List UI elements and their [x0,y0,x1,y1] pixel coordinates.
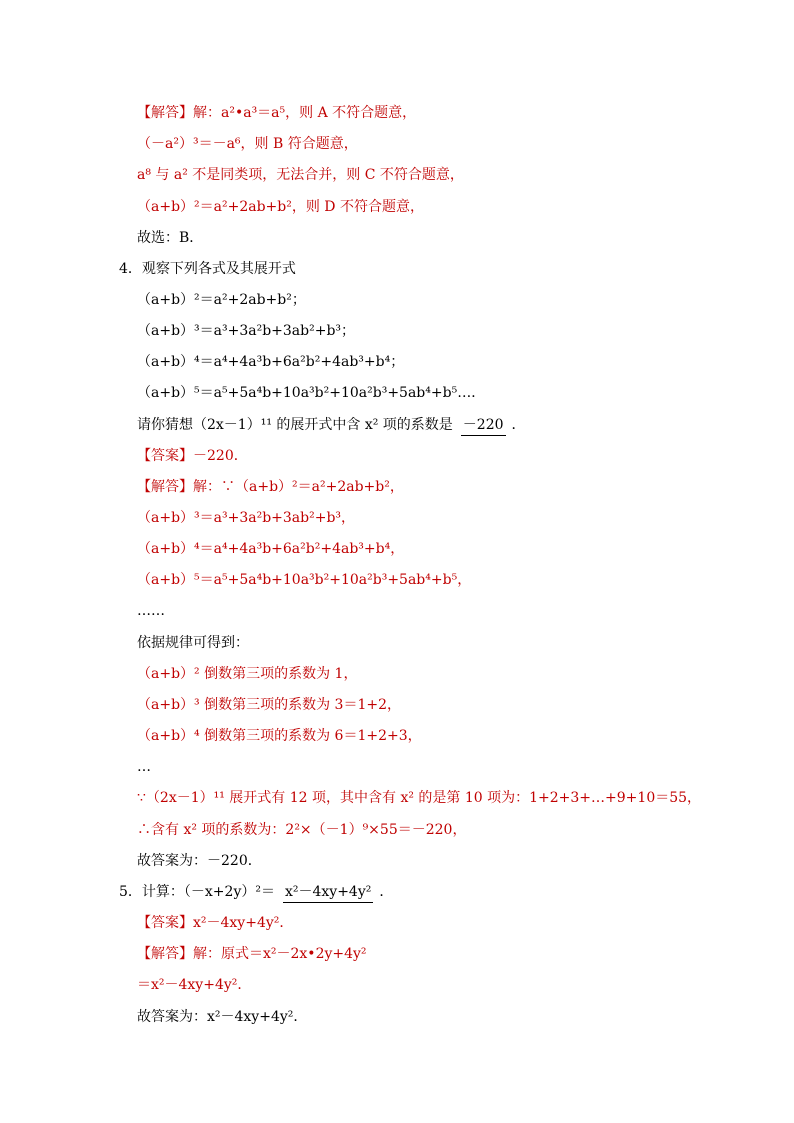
text-content: （a+b）⁴＝a⁴+4a³b+6a²b²+4ab³+b⁴； [137,354,405,370]
text-line-q4-eq-5 [137,383,485,403]
text-line-q4-jieda-10 [137,757,151,777]
text-line-q4-jieda-6 [137,633,249,653]
text-content: （a+b）⁵＝a⁵+5a⁴b+10a³b²+10a²b³+5ab⁴+b⁵…． [137,385,486,401]
text-line-q4-jieda-2 [137,508,355,528]
text-content: （a+b）²＝a²+2ab+b²，则 D 不符合题意， [137,199,424,215]
text-content: 故答案为：－220． [137,853,262,869]
text-line-q4-jieda-9 [137,726,422,746]
text-line-q4-jieda-11 [137,788,701,808]
text-line-q4-jieda-13 [137,851,262,871]
text-content: ＝x²－4xy+4y²． [137,977,252,993]
text-line-q4-daan [137,446,248,466]
text-line-q4-eq-2 [137,290,306,310]
text-line-q5-title [119,882,393,902]
text-content: 5．计算：（－x+2y）²＝ [119,884,275,900]
trailing-punctuation: ． [511,417,526,433]
text-content: … [137,759,151,775]
text-line-q3-jieda-5 [137,228,203,248]
text-content: （a+b）⁴ 倒数第三项的系数为 6＝1+2+3， [137,728,422,744]
text-content: ∵（2x－1）¹¹ 展开式有 12 项，其中含有 x² 的是第 10 项为：1+2+3+…+9+10＝55， [137,790,702,806]
text-content: …… [137,603,165,619]
text-line-q4-eq-3 [137,321,355,341]
text-line-q4-jieda-5 [137,601,165,621]
text-content: （a+b）² 倒数第三项的系数为 1， [137,666,358,682]
text-content: （a+b）³＝a³+3a²b+3ab²+b³； [137,323,356,339]
text-line-q4-question [137,415,526,435]
text-line-q4-title [119,259,296,279]
text-content: 【答案】x²－4xy+4y²． [137,915,294,931]
text-line-q4-jieda-7 [137,664,357,684]
text-line-q4-jieda-3 [137,539,404,559]
text-line-q3-jieda-4 [137,197,424,217]
text-line-q4-jieda-1 [137,477,404,497]
text-line-q4-jieda-4 [137,570,471,590]
text-content: （－a²）³＝－a⁶，则 B 符合题意， [137,136,358,152]
text-content: 【解答】解：原式＝x²－2x•2y+4y² [137,946,367,962]
text-content: 故选：B． [137,230,204,246]
text-line-q4-eq-4 [137,352,404,372]
text-content: （a+b）³ 倒数第三项的系数为 3＝1+2， [137,697,402,713]
text-content: 故答案为：x²－4xy+4y²． [137,1009,308,1025]
text-content: 【解答】解：∵（a+b）²＝a²+2ab+b²， [137,479,404,495]
text-content: 4．观察下列各式及其展开式 [119,261,296,277]
answer-blank: －220 [461,415,506,436]
text-line-q3-jieda-3 [137,165,464,185]
text-content: 【解答】解：a²•a³＝a⁵，则 A 不符合题意， [137,105,417,121]
text-line-q5-jieda-3 [137,1007,307,1027]
text-line-q5-daan [137,913,293,933]
text-line-q4-jieda-8 [137,695,401,715]
text-line-q5-jieda-1 [137,944,367,964]
trailing-punctuation: ． [379,884,394,900]
text-content: a⁸ 与 a² 不是同类项，无法合并，则 C 不符合题意， [137,167,464,183]
text-content: （a+b）⁴＝a⁴+4a³b+6a²b²+4ab³+b⁴， [137,541,405,557]
text-line-q4-jieda-12 [137,820,466,840]
text-content: （a+b）⁵＝a⁵+5a⁴b+10a³b²+10a²b³+5ab⁴+b⁵， [137,572,472,588]
text-content: （a+b）²＝a²+2ab+b²； [137,292,306,308]
text-content: ∴含有 x² 项的系数为：2²×（－1）⁹×55＝－220， [137,822,467,838]
text-content: 请你猜想（2x－1）¹¹ 的展开式中含 x² 项的系数是 [137,417,453,433]
text-content: 【答案】－220． [137,448,248,464]
answer-blank: x²－4xy+4y² [283,882,373,903]
text-line-q3-jieda-2 [137,134,358,154]
text-line-q5-jieda-2 [137,975,251,995]
text-line-q3-jieda-1 [137,103,416,123]
text-content: （a+b）³＝a³+3a²b+3ab²+b³， [137,510,356,526]
text-content: 依据规律可得到： [137,635,249,651]
